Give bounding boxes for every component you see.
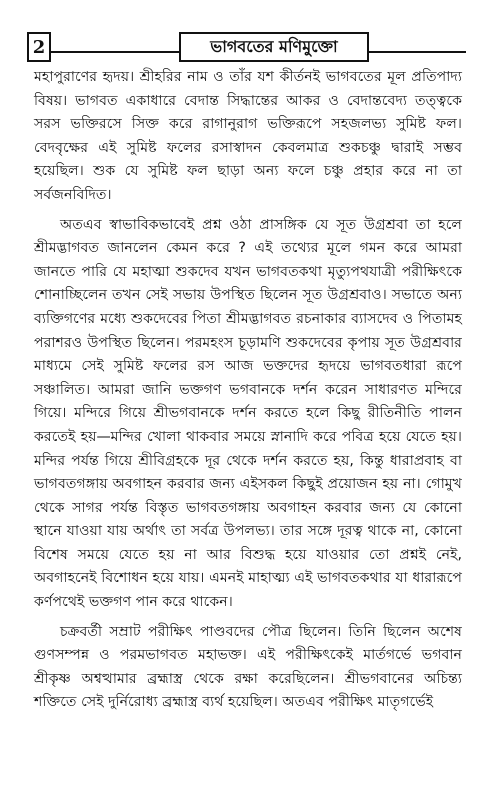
page-header bbox=[27, 32, 466, 66]
running-title: ভাগবতের মণিমুক্তো bbox=[179, 32, 369, 62]
paragraph-2: অতএব স্বাভাবিকভাবেই প্রশ্ন ওঠা প্রাসঙ্গিক যে সূত উগ্রশ্রবা তা হলে শ্রীমদ্ভাগবত জানলেন কেমন করে ? এই তথ্যের মূলে গমন করে আমরা জানতে পারি যে মহাত্মা শুকদেব যখন ভাগবতকথা মৃত্যুপথযাত্রী পরীক্ষিৎকে শোনাচ্ছিলেন তখন সেই সভায় উপস্থিত ছিলেন সূত উগ্রশ্রবাও। সভাতে অন্য ব্যক্তিগণের মধ্যে শুকদেবের পিতা শ্রীমদ্ভাগবত রচনাকার ব্যাসদেব ও পিতামহ পরাশরও উপস্থিত ছিলেন। পরমহংস চূড়ামণি শুকদেবের কৃপায় সূত উগ্রশ্রবার মাধ্যমে সেই সুমিষ্ট ফলের রস আজ ভক্তদের হৃদয়ে ভাগবতধারা রূপে সঞ্চালিত। আমরা জানি ভক্তগণ ভগবানকে দর্শন করেন সাধারণত মন্দিরে গিয়ে। মন্দিরে গিয়ে শ্রীভগবানকে দর্শন করতে হলে কিছু রীতিনীতি পালন করতেই হয়—মন্দির খোলা থাকবার সময়ে স্নানাদি করে পবিত্র হয়ে যেতে হয়। মন্দির পর্যন্ত গিয়ে শ্রীবিগ্রহকে দূর থেকে দর্শন করতে হয়, কিন্তু ধারাপ্রবাহ বা ভাগবতগঙ্গায় অবগাহন করবার জন্য এইসকল কিছুই প্রয়োজন হয় না। গোমুখ থেকে সাগর পর্যন্ত বিস্তৃত ভাগবতগঙ্গায় অবগাহন করবার জন্য যে কোনো স্থানে যাওয়া যায় অর্থাৎ তা সর্বত্র উপলভ্য। তার সঙ্গে দূরত্ব থাকে না, কোনো বিশেষ সময়ে যেতে হয় না আর বিশুদ্ধ হয়ে যাওয়ার তো প্রশ্নই নেই, অবগাহনেই বিশোধন হয়ে যায়। এমনই মাহাত্ম্য এই ভাগবতকথার যা ধারারূপে কর্ণপথেই ভক্তগণ পান করে থাকেন। bbox=[34, 216, 462, 611]
paragraph-3: চক্রবর্তী সম্রাট পরীক্ষিৎ পাণ্ডবদের পৌত্র ছিলেন। তিনি ছিলেন অশেষ গুণসম্পন্ন ও পরমভাগবত মহাভক্ত। এই পরীক্ষিৎকেই মার্তগর্ভে ভগবান শ্রীকৃষ্ণ অশ্বত্থামার ব্রহ্মাস্ত্র থেকে রক্ষা করেছিলেন। শ্রীভগবানের অচিন্ত্য শক্তিতে সেই দুর্নিরোধ্য ব্রহ্মাস্ত্র ব্যর্থ হয়েছিল। অতএব পরীক্ষিৎ মাতৃগর্ভেই bbox=[34, 623, 462, 711]
body-text bbox=[34, 66, 462, 715]
page-number: 2 bbox=[27, 32, 51, 62]
paragraph-1: মহাপুরাণের হৃদয়। শ্রীহরির নাম ও তাঁর যশ কীর্তনই ভাগবতের মূল প্রতিপাদ্য বিষয়। ভাগবত একাধারে বেদান্ত সিদ্ধান্তের আকর ও বেদান্তবেদ্য তত্ত্বকে সরস ভক্তিরসে সিক্ত করে রাগানুরাগ ভক্তিরূপে সহজলভ্য সুমিষ্ট ফল। বেদবৃক্ষের এই সুমিষ্ট ফলের রসাস্বাদন কেবলমাত্র শুকচঞ্চু দ্বারাই সম্ভব হয়েছিল। শুক যে সুমিষ্ট ফল ছাড়া অন্য ফলে চঞ্চু প্রহার করে না তা সর্বজনবিদিত। bbox=[34, 69, 462, 203]
